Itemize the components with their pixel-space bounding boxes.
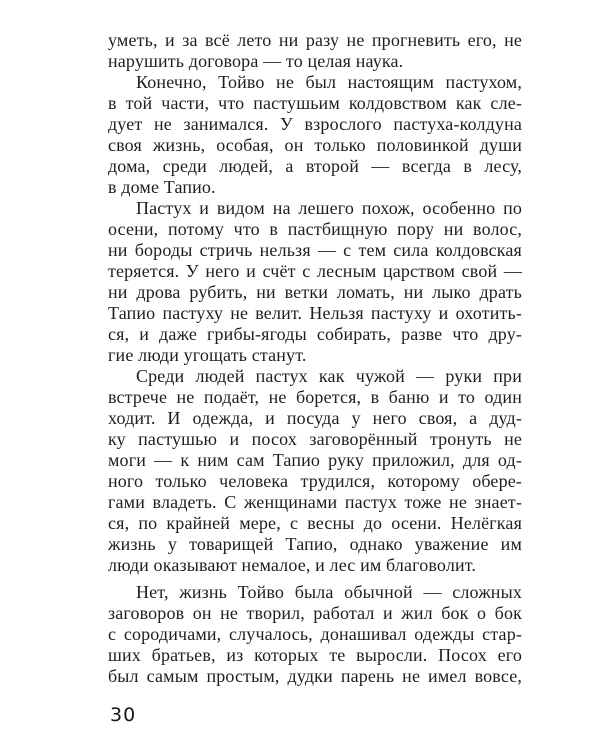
text-line: ся, и даже грибы-ягоды собирать, разве что дру- <box>108 324 522 344</box>
text-line: ного только человека трудился, которому обере- <box>108 471 522 491</box>
text-line: с сородичами, случалось, донашивал одежды стар- <box>108 624 522 644</box>
text-line: Пастух и видом на лешего похож, особенно по <box>136 198 522 218</box>
text-line: в доме Тапио. <box>108 177 216 197</box>
text-line: в той части, что пастушьим колдовством как сле- <box>108 93 522 113</box>
text-line: своя жизнь, особая, он только половинкой души <box>108 135 522 155</box>
text-line: нарушить договора — то целая наука. <box>108 51 404 71</box>
text-line: уметь, и за всё лето ни разу не прогневить его, не <box>108 30 522 50</box>
paragraph <box>108 30 522 72</box>
text-line: Нет, жизнь Тойво была обычной — сложных <box>136 582 522 602</box>
text-line: Конечно, Тойво не был настоящим пастухом, <box>136 72 522 92</box>
text-line: жизнь у товарищей Тапио, однако уважение им <box>108 534 522 554</box>
text-block <box>108 30 522 687</box>
text-line: дома, среди людей, а второй — всегда в лесу, <box>108 156 522 176</box>
text-line: ходит. И одежда, и посуда у него своя, а дуд- <box>108 408 522 428</box>
text-line: гами владеть. С женщинами пастух тоже не знает- <box>108 492 522 512</box>
text-line: заговоров он не творил, работал и жил бок о бок <box>108 603 522 623</box>
text-line: дует не занимался. У взрослого пастуха-колдуна <box>108 114 522 134</box>
text-line: люди оказывают немалое, и лес им благоволит. <box>108 555 477 575</box>
text-line: осени, потому что в пастбищную пору ни волос, <box>108 219 522 239</box>
text-line: гие люди угощать станут. <box>108 345 307 365</box>
text-line: ни дрова рубить, ни ветки ломать, ни лыко драть <box>108 282 522 302</box>
text-line: был самым простым, дудки парень не имел вовсе, <box>108 666 522 686</box>
text-line: встрече не подаёт, не борется, в баню и то один <box>108 387 522 407</box>
text-line: моги — к ним сам Тапио руку приложил, для од- <box>108 450 522 470</box>
text-line: ни бороды стричь нельзя — с тем сила колдовская <box>108 240 522 260</box>
page-number: 30 <box>110 704 137 726</box>
paragraph <box>108 582 522 687</box>
text-line: теряется. У него и счёт с лесным царством свой — <box>108 261 522 281</box>
paragraph <box>108 198 522 366</box>
text-line: ся, по крайней мере, с весны до осени. Нелёгкая <box>108 513 522 533</box>
paragraph <box>108 366 522 576</box>
text-line: Тапио пастуху не велит. Нельзя пастуху и охотить- <box>108 303 522 323</box>
text-line: ших братьев, из которых те выросли. Посох его <box>108 645 522 665</box>
paragraph <box>108 72 522 198</box>
text-line: ку пастушью и посох заговорённый тронуть не <box>108 429 522 449</box>
text-line: Среди людей пастух как чужой — руки при <box>136 366 522 386</box>
